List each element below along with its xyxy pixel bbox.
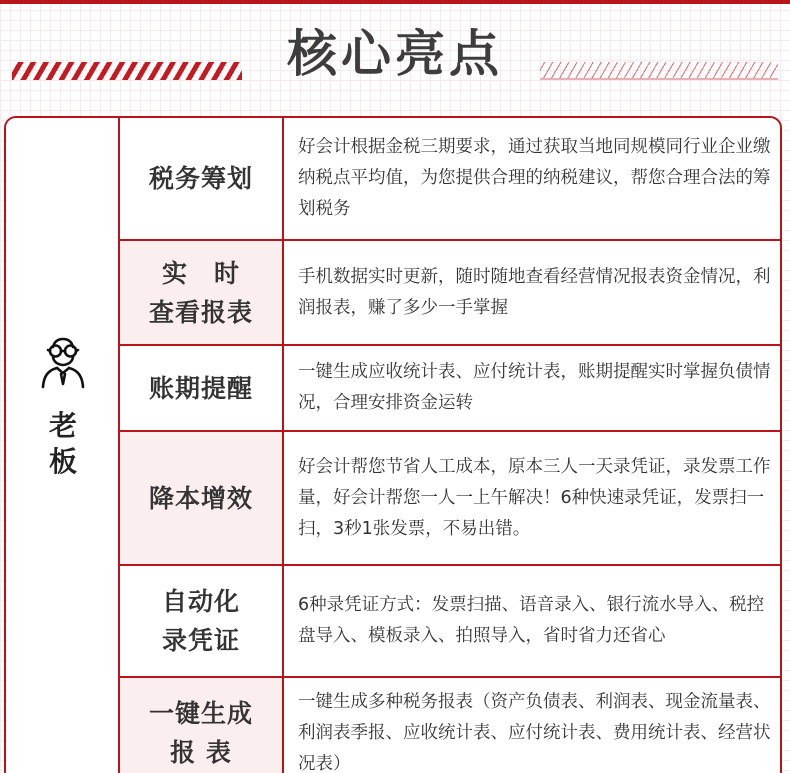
table-row (120, 346, 782, 432)
row-desc (284, 678, 782, 773)
row-label-payment-reminder: 账期提醒 (120, 346, 284, 430)
row-desc (284, 346, 782, 430)
table-row (120, 432, 782, 566)
row-desc-text: 手机数据实时更新，随时随地查看经营情况报表资金情况，利润报表，赚了多少一手掌握 (298, 266, 771, 318)
role-label: 老 板 (48, 409, 77, 478)
row-desc-text: 一键生成应收统计表、应付统计表，账期提醒实时掌握负债情况，合理安排资金运转 (298, 362, 771, 413)
highlights-card (4, 116, 782, 773)
table-row (120, 241, 782, 346)
row-label-auto-voucher: 自动化 录凭证 (120, 566, 284, 676)
row-desc-text: 好会计帮您节省人工成本，原本三人一天录凭证，录发票工作量，好会计帮您一人一上午解决！6种快速录凭证，发票扫一扫，3秒1张发票，不易出错。 (298, 456, 771, 539)
row-desc (284, 432, 782, 564)
row-desc-text: 一键生成多种税务报表（资产负债表、利润表、现金流量表、利润表季报、应收统计表、应付统计表、费用统计表、经营状况表） (298, 691, 771, 773)
table-row (120, 118, 782, 241)
row-desc (284, 118, 782, 239)
top-accent-bar (0, 0, 790, 4)
row-desc (284, 566, 782, 676)
row-label-one-click-reports: 一键生成 报 表 (120, 678, 284, 773)
table-row (120, 678, 782, 773)
row-desc (284, 241, 782, 344)
boss-with-glasses-icon (40, 337, 86, 389)
row-desc-text: 6种录凭证方式：发票扫描、语音录入、银行流水导入、税控盘导入、模板录入、拍照导入，省时省力还省心 (298, 595, 765, 646)
table-row (120, 566, 782, 678)
role-column (6, 118, 120, 773)
row-label-realtime-reports: 实 时 查看报表 (120, 241, 284, 344)
page-title: 核心亮点 (287, 25, 503, 83)
row-label-tax-planning: 税务筹划 (120, 118, 284, 239)
row-desc-text: 好会计根据金税三期要求，通过获取当地同规模同行业企业缴纳税点平均值，为您提供合理的纳税建议，帮您合理合法的筹划税务 (298, 137, 771, 219)
row-label-cost-reduction: 降本增效 (120, 432, 284, 564)
